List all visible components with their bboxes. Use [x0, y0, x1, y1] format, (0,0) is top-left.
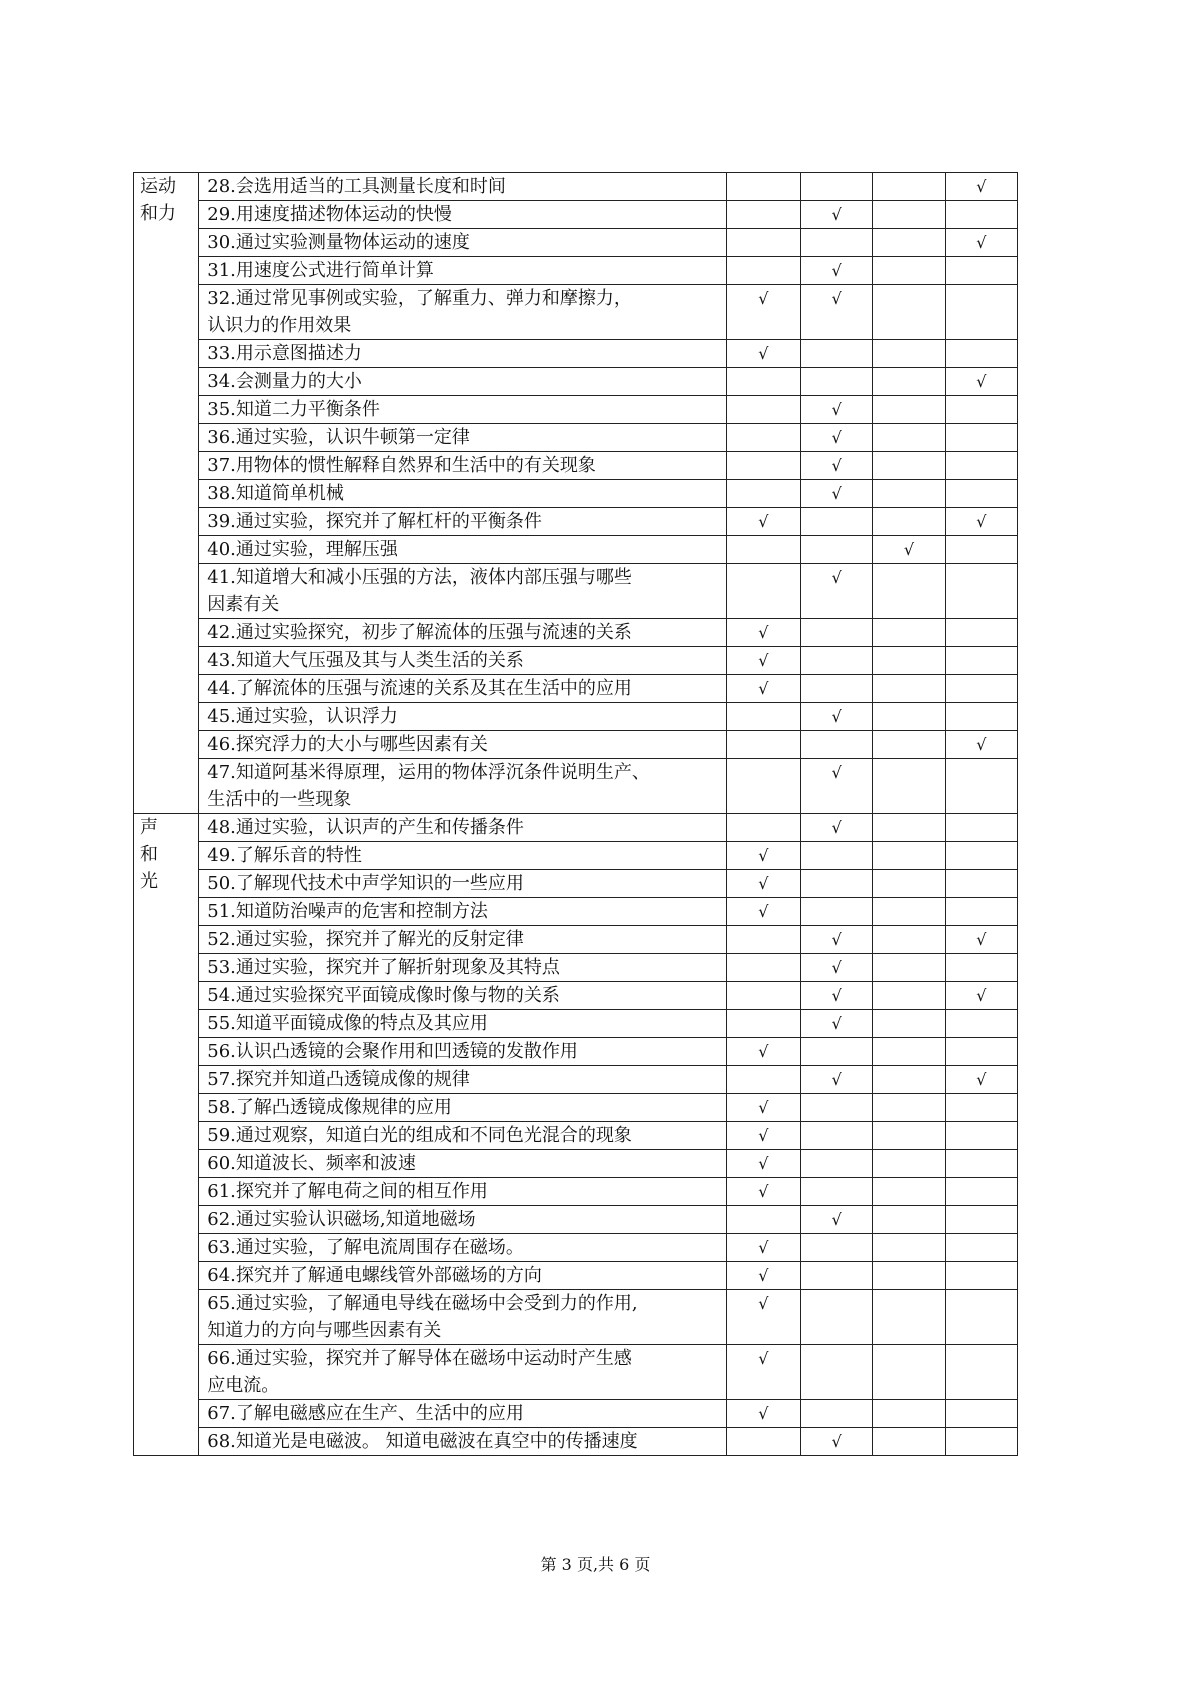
level-cell-3	[873, 731, 945, 759]
table-row	[134, 1428, 1018, 1456]
checkmark-icon: √	[758, 651, 769, 670]
level-cell-2	[800, 508, 872, 536]
level-cell-4	[945, 926, 1017, 954]
level-cell-1	[726, 424, 800, 452]
table-row	[134, 619, 1018, 647]
level-cell-4	[945, 257, 1017, 285]
level-cell-3	[873, 675, 945, 703]
level-cell-4	[945, 982, 1017, 1010]
level-cell-3	[873, 340, 945, 368]
level-cell-1	[726, 1094, 800, 1122]
level-cell-4	[945, 1122, 1017, 1150]
level-cell-3	[873, 870, 945, 898]
checkmark-icon: √	[758, 1294, 769, 1313]
level-cell-1	[726, 1122, 800, 1150]
level-cell-3	[873, 1345, 945, 1400]
level-cell-4	[945, 229, 1017, 257]
level-cell-4	[945, 1400, 1017, 1428]
table-row	[134, 1010, 1018, 1038]
table-row	[134, 1122, 1018, 1150]
table-row	[134, 814, 1018, 842]
checkmark-icon: √	[831, 930, 842, 949]
level-cell-1	[726, 285, 800, 340]
table-row	[134, 1038, 1018, 1066]
checkmark-icon: √	[758, 1098, 769, 1117]
level-cell-1	[726, 1010, 800, 1038]
level-cell-3	[873, 1234, 945, 1262]
checkmark-icon: √	[758, 1404, 769, 1423]
level-cell-2	[800, 452, 872, 480]
checkmark-icon: √	[758, 289, 769, 308]
checkmark-icon: √	[976, 233, 987, 252]
level-cell-2	[800, 1038, 872, 1066]
level-cell-1	[726, 173, 800, 201]
table-row	[134, 173, 1018, 201]
level-cell-2	[800, 173, 872, 201]
level-cell-1	[726, 1290, 800, 1345]
table-row	[134, 396, 1018, 424]
level-cell-2	[800, 1262, 872, 1290]
checkmark-icon: √	[831, 205, 842, 224]
requirement-text: 47.知道阿基米得原理，运用的物体浮沉条件说明生产、 生活中的一些现象	[199, 759, 726, 814]
checkmark-icon: √	[831, 1014, 842, 1033]
checkmark-icon: √	[831, 428, 842, 447]
level-cell-1	[726, 340, 800, 368]
table-row	[134, 1345, 1018, 1400]
level-cell-1	[726, 1345, 800, 1400]
checkmark-icon: √	[831, 484, 842, 503]
table-row	[134, 508, 1018, 536]
level-cell-2	[800, 1428, 872, 1456]
table-row	[134, 1150, 1018, 1178]
level-cell-3	[873, 173, 945, 201]
level-cell-3	[873, 201, 945, 229]
level-cell-1	[726, 647, 800, 675]
table-row	[134, 1206, 1018, 1234]
requirement-text: 65.通过实验，了解通电导线在磁场中会受到力的作用, 知道力的方向与哪些因素有关	[199, 1290, 726, 1345]
level-cell-2	[800, 340, 872, 368]
level-cell-4	[945, 1094, 1017, 1122]
requirement-text: 44.了解流体的压强与流速的关系及其在生活中的应用	[199, 675, 726, 703]
table-row	[134, 926, 1018, 954]
table-row	[134, 368, 1018, 396]
level-cell-1	[726, 452, 800, 480]
level-cell-3	[873, 619, 945, 647]
level-cell-1	[726, 759, 800, 814]
level-cell-4	[945, 396, 1017, 424]
requirement-text: 55.知道平面镜成像的特点及其应用	[199, 1010, 726, 1038]
checkmark-icon: √	[976, 735, 987, 754]
level-cell-1	[726, 675, 800, 703]
category-cell	[134, 173, 199, 814]
table-row	[134, 340, 1018, 368]
checkmark-icon: √	[758, 1238, 769, 1257]
level-cell-2	[800, 285, 872, 340]
level-cell-1	[726, 229, 800, 257]
level-cell-2	[800, 1178, 872, 1206]
requirement-text: 39.通过实验，探究并了解杠杆的平衡条件	[199, 508, 726, 536]
requirements-table	[133, 172, 1018, 1456]
checkmark-icon: √	[976, 930, 987, 949]
level-cell-3	[873, 842, 945, 870]
checkmark-icon: √	[758, 679, 769, 698]
level-cell-3	[873, 480, 945, 508]
level-cell-2	[800, 814, 872, 842]
checkmark-icon: √	[831, 400, 842, 419]
table-row	[134, 1290, 1018, 1345]
requirement-text: 34.会测量力的大小	[199, 368, 726, 396]
level-cell-4	[945, 564, 1017, 619]
level-cell-1	[726, 814, 800, 842]
requirement-text: 62.通过实验认识磁场,知道地磁场	[199, 1206, 726, 1234]
level-cell-1	[726, 1206, 800, 1234]
level-cell-1	[726, 1178, 800, 1206]
checkmark-icon: √	[831, 707, 842, 726]
level-cell-4	[945, 675, 1017, 703]
level-cell-1	[726, 1066, 800, 1094]
level-cell-3	[873, 257, 945, 285]
checkmark-icon: √	[976, 1070, 987, 1089]
checkmark-icon: √	[976, 372, 987, 391]
level-cell-2	[800, 954, 872, 982]
level-cell-4	[945, 703, 1017, 731]
table-row	[134, 842, 1018, 870]
level-cell-1	[726, 508, 800, 536]
level-cell-1	[726, 257, 800, 285]
table-row	[134, 201, 1018, 229]
requirement-text: 48.通过实验，认识声的产生和传播条件	[199, 814, 726, 842]
checkmark-icon: √	[976, 512, 987, 531]
level-cell-1	[726, 564, 800, 619]
requirement-text: 67.了解电磁感应在生产、生活中的应用	[199, 1400, 726, 1428]
checkmark-icon: √	[976, 177, 987, 196]
requirement-text: 49.了解乐音的特性	[199, 842, 726, 870]
checkmark-icon: √	[758, 902, 769, 921]
level-cell-4	[945, 285, 1017, 340]
level-cell-3	[873, 508, 945, 536]
requirement-text: 59.通过观察，知道白光的组成和不同色光混合的现象	[199, 1122, 726, 1150]
level-cell-2	[800, 675, 872, 703]
table-row	[134, 424, 1018, 452]
level-cell-1	[726, 1262, 800, 1290]
table-row	[134, 1262, 1018, 1290]
requirement-text: 58.了解凸透镜成像规律的应用	[199, 1094, 726, 1122]
requirement-text: 43.知道大气压强及其与人类生活的关系	[199, 647, 726, 675]
level-cell-2	[800, 1066, 872, 1094]
requirement-text: 45.通过实验，认识浮力	[199, 703, 726, 731]
level-cell-1	[726, 898, 800, 926]
level-cell-4	[945, 731, 1017, 759]
level-cell-4	[945, 954, 1017, 982]
level-cell-4	[945, 842, 1017, 870]
level-cell-2	[800, 368, 872, 396]
level-cell-3	[873, 1010, 945, 1038]
level-cell-3	[873, 647, 945, 675]
requirement-text: 37.用物体的惯性解释自然界和生活中的有关现象	[199, 452, 726, 480]
table-row	[134, 870, 1018, 898]
level-cell-2	[800, 898, 872, 926]
table-row	[134, 954, 1018, 982]
table-row	[134, 1178, 1018, 1206]
table-row	[134, 257, 1018, 285]
level-cell-3	[873, 396, 945, 424]
table-row	[134, 1066, 1018, 1094]
level-cell-4	[945, 452, 1017, 480]
checkmark-icon: √	[758, 623, 769, 642]
level-cell-4	[945, 1345, 1017, 1400]
checkmark-icon: √	[831, 289, 842, 308]
level-cell-2	[800, 759, 872, 814]
checkmark-icon: √	[831, 958, 842, 977]
level-cell-3	[873, 1178, 945, 1206]
level-cell-3	[873, 898, 945, 926]
level-cell-4	[945, 619, 1017, 647]
level-cell-2	[800, 1206, 872, 1234]
level-cell-1	[726, 1038, 800, 1066]
level-cell-3	[873, 368, 945, 396]
level-cell-3	[873, 1038, 945, 1066]
table-row	[134, 1234, 1018, 1262]
requirement-text: 68.知道光是电磁波。 知道电磁波在真空中的传播速度	[199, 1428, 726, 1456]
level-cell-3	[873, 285, 945, 340]
level-cell-4	[945, 1038, 1017, 1066]
level-cell-3	[873, 1122, 945, 1150]
table-row	[134, 1094, 1018, 1122]
level-cell-1	[726, 870, 800, 898]
checkmark-icon: √	[758, 1126, 769, 1145]
table-row	[134, 536, 1018, 564]
table-row	[134, 675, 1018, 703]
level-cell-2	[800, 1094, 872, 1122]
table-row	[134, 1400, 1018, 1428]
level-cell-3	[873, 424, 945, 452]
level-cell-1	[726, 842, 800, 870]
level-cell-2	[800, 257, 872, 285]
requirement-text: 33.用示意图描述力	[199, 340, 726, 368]
table-row	[134, 647, 1018, 675]
requirement-text: 41.知道增大和减小压强的方法，液体内部压强与哪些 因素有关	[199, 564, 726, 619]
level-cell-4	[945, 870, 1017, 898]
checkmark-icon: √	[758, 1349, 769, 1368]
table-row	[134, 898, 1018, 926]
checkmark-icon: √	[758, 846, 769, 865]
category-label: 运动 和力	[140, 176, 176, 224]
level-cell-4	[945, 173, 1017, 201]
level-cell-1	[726, 1150, 800, 1178]
level-cell-4	[945, 1234, 1017, 1262]
checkmark-icon: √	[831, 261, 842, 280]
checkmark-icon: √	[758, 1182, 769, 1201]
level-cell-2	[800, 1400, 872, 1428]
checkmark-icon: √	[831, 986, 842, 1005]
level-cell-1	[726, 1400, 800, 1428]
requirement-text: 30.通过实验测量物体运动的速度	[199, 229, 726, 257]
level-cell-4	[945, 480, 1017, 508]
level-cell-4	[945, 1262, 1017, 1290]
table-row	[134, 480, 1018, 508]
level-cell-2	[800, 982, 872, 1010]
level-cell-1	[726, 396, 800, 424]
requirement-text: 53.通过实验，探究并了解折射现象及其特点	[199, 954, 726, 982]
level-cell-3	[873, 1066, 945, 1094]
requirement-text: 57.探究并知道凸透镜成像的规律	[199, 1066, 726, 1094]
level-cell-2	[800, 201, 872, 229]
requirement-text: 28.会选用适当的工具测量长度和时间	[199, 173, 726, 201]
level-cell-2	[800, 926, 872, 954]
level-cell-2	[800, 1122, 872, 1150]
level-cell-2	[800, 1234, 872, 1262]
level-cell-1	[726, 1234, 800, 1262]
checkmark-icon: √	[831, 568, 842, 587]
level-cell-2	[800, 619, 872, 647]
table-row	[134, 285, 1018, 340]
table-row	[134, 982, 1018, 1010]
requirement-text: 54.通过实验探究平面镜成像时像与物的关系	[199, 982, 726, 1010]
requirement-text: 38.知道简单机械	[199, 480, 726, 508]
level-cell-3	[873, 1428, 945, 1456]
page-footer: 第 3 页,共 6 页	[540, 1555, 651, 1574]
level-cell-4	[945, 1290, 1017, 1345]
level-cell-3	[873, 1262, 945, 1290]
level-cell-2	[800, 1010, 872, 1038]
level-cell-3	[873, 954, 945, 982]
checkmark-icon: √	[758, 874, 769, 893]
checkmark-icon: √	[903, 540, 915, 559]
checkmark-icon: √	[831, 1210, 842, 1229]
level-cell-3	[873, 759, 945, 814]
level-cell-2	[800, 480, 872, 508]
checkmark-icon: √	[758, 1266, 769, 1285]
checkmark-icon: √	[976, 986, 987, 1005]
level-cell-2	[800, 647, 872, 675]
requirement-text: 66.通过实验，探究并了解导体在磁场中运动时产生感 应电流。	[199, 1345, 726, 1400]
checkmark-icon: √	[831, 818, 842, 837]
level-cell-2	[800, 842, 872, 870]
level-cell-4	[945, 424, 1017, 452]
level-cell-1	[726, 703, 800, 731]
level-cell-3	[873, 1150, 945, 1178]
level-cell-2	[800, 229, 872, 257]
level-cell-3	[873, 536, 945, 564]
level-cell-4	[945, 1150, 1017, 1178]
table-row	[134, 703, 1018, 731]
level-cell-3	[873, 1206, 945, 1234]
checkmark-icon: √	[831, 1432, 842, 1451]
level-cell-4	[945, 1010, 1017, 1038]
table-row	[134, 229, 1018, 257]
level-cell-4	[945, 1178, 1017, 1206]
requirement-text: 35.知道二力平衡条件	[199, 396, 726, 424]
level-cell-4	[945, 368, 1017, 396]
requirement-text: 50.了解现代技术中声学知识的一些应用	[199, 870, 726, 898]
level-cell-1	[726, 731, 800, 759]
checkmark-icon: √	[758, 1154, 769, 1173]
level-cell-4	[945, 1066, 1017, 1094]
level-cell-4	[945, 1206, 1017, 1234]
level-cell-1	[726, 201, 800, 229]
level-cell-4	[945, 898, 1017, 926]
level-cell-3	[873, 229, 945, 257]
level-cell-1	[726, 536, 800, 564]
requirement-text: 46.探究浮力的大小与哪些因素有关	[199, 731, 726, 759]
checkmark-icon: √	[831, 456, 842, 475]
level-cell-2	[800, 1290, 872, 1345]
requirement-text: 29.用速度描述物体运动的快慢	[199, 201, 726, 229]
level-cell-2	[800, 1150, 872, 1178]
requirement-text: 42.通过实验探究，初步了解流体的压强与流速的关系	[199, 619, 726, 647]
level-cell-3	[873, 1400, 945, 1428]
checkmark-icon: √	[831, 763, 842, 782]
table-row	[134, 452, 1018, 480]
requirement-text: 51.知道防治噪声的危害和控制方法	[199, 898, 726, 926]
level-cell-3	[873, 1094, 945, 1122]
requirement-text: 63.通过实验，了解电流周围存在磁场。	[199, 1234, 726, 1262]
level-cell-4	[945, 647, 1017, 675]
level-cell-1	[726, 619, 800, 647]
level-cell-4	[945, 1428, 1017, 1456]
level-cell-2	[800, 870, 872, 898]
level-cell-4	[945, 536, 1017, 564]
requirement-text: 31.用速度公式进行简单计算	[199, 257, 726, 285]
requirement-text: 32.通过常见事例或实验，了解重力、弹力和摩擦力， 认识力的作用效果	[199, 285, 726, 340]
level-cell-4	[945, 340, 1017, 368]
category-label: 声 和 光	[140, 817, 158, 892]
requirement-text: 56.认识凸透镜的会聚作用和凹透镜的发散作用	[199, 1038, 726, 1066]
level-cell-4	[945, 759, 1017, 814]
level-cell-3	[873, 452, 945, 480]
checkmark-icon: √	[758, 344, 769, 363]
level-cell-1	[726, 954, 800, 982]
level-cell-4	[945, 508, 1017, 536]
checkmark-icon: √	[758, 1042, 769, 1061]
level-cell-3	[873, 982, 945, 1010]
level-cell-4	[945, 814, 1017, 842]
level-cell-2	[800, 536, 872, 564]
level-cell-1	[726, 982, 800, 1010]
level-cell-2	[800, 703, 872, 731]
requirement-text: 52.通过实验，探究并了解光的反射定律	[199, 926, 726, 954]
level-cell-2	[800, 424, 872, 452]
requirement-text: 61.探究并了解电荷之间的相互作用	[199, 1178, 726, 1206]
level-cell-1	[726, 926, 800, 954]
level-cell-2	[800, 731, 872, 759]
table-row	[134, 731, 1018, 759]
level-cell-3	[873, 703, 945, 731]
table-row	[134, 564, 1018, 619]
level-cell-1	[726, 480, 800, 508]
level-cell-2	[800, 396, 872, 424]
level-cell-1	[726, 1428, 800, 1456]
level-cell-2	[800, 1345, 872, 1400]
category-cell	[134, 814, 199, 1456]
level-cell-3	[873, 926, 945, 954]
requirement-text: 64.探究并了解通电螺线管外部磁场的方向	[199, 1262, 726, 1290]
checkmark-icon: √	[758, 512, 769, 531]
requirement-text: 60.知道波长、频率和波速	[199, 1150, 726, 1178]
level-cell-4	[945, 201, 1017, 229]
level-cell-2	[800, 564, 872, 619]
level-cell-1	[726, 368, 800, 396]
checkmark-icon: √	[831, 1070, 842, 1089]
requirement-text: 40.通过实验，理解压强	[199, 536, 726, 564]
table-row	[134, 759, 1018, 814]
requirement-text: 36.通过实验，认识牛顿第一定律	[199, 424, 726, 452]
level-cell-3	[873, 564, 945, 619]
level-cell-3	[873, 1290, 945, 1345]
level-cell-3	[873, 814, 945, 842]
